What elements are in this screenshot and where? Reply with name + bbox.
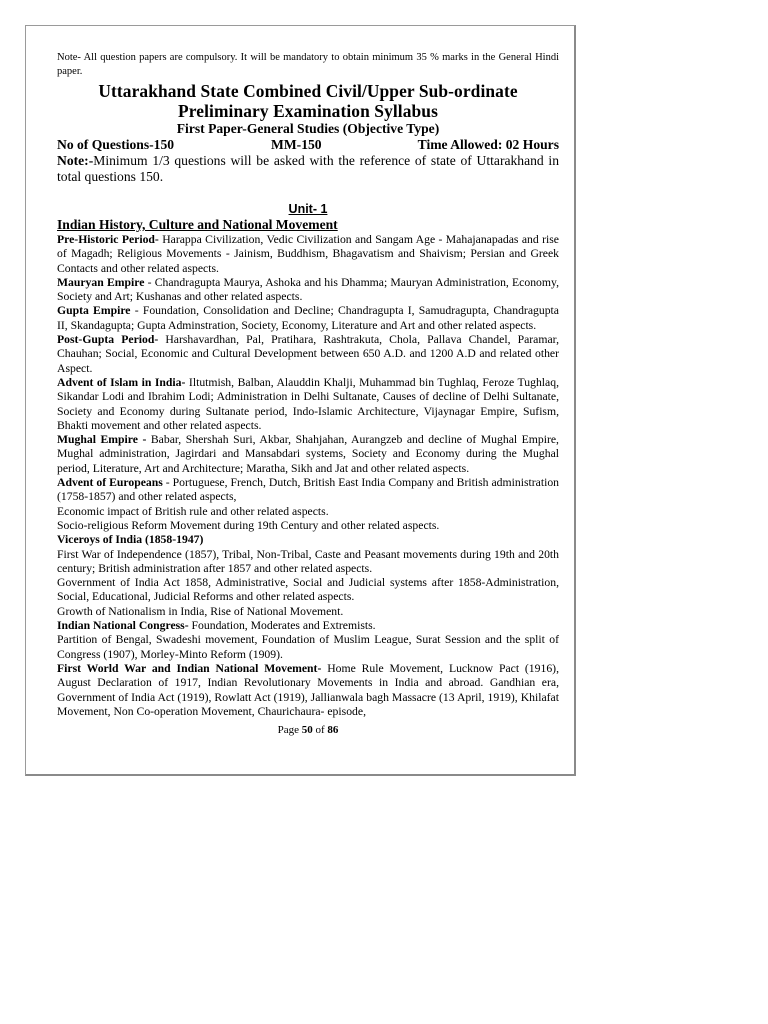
paragraph-heading: Gupta Empire — [57, 304, 131, 318]
time-allowed: Time Allowed: 02 Hours — [417, 137, 559, 152]
paragraph-heading: Mauryan Empire — [57, 275, 145, 289]
unit-heading: Unit- 1 — [288, 202, 328, 216]
paragraph-heading: Pre-Historic Period- — [57, 233, 159, 246]
paragraph — [57, 533, 559, 547]
section-title: Indian History, Culture and National Movement — [57, 217, 338, 232]
paragraph-text: Partition of Bengal, Swadeshi movement, Foundation of Muslim League, Surat Session and the split of Congress (1907), Morley-Minto Reform (1909). — [57, 633, 559, 661]
paragraph — [57, 662, 559, 719]
paragraph-text: Babar, Shershah Suri, Akbar, Shahjahan, Aurangzeb and decline of Mughal Empire, Mughal administration, Jagirdari and Mansabdari systems, Society and Economy during the Mughal period, Literature, Art and Architecture; Maratha, Sikh and Jat and other related aspects. — [57, 433, 559, 475]
page-of: of — [315, 724, 325, 737]
document-content — [57, 51, 559, 737]
paper-subtitle: First Paper-General Studies (Objective Type) — [176, 121, 440, 136]
top-note: Note- All question papers are compulsory. It will be mandatory to obtain minimum 35 % marks in the General Hindi paper. — [57, 52, 559, 77]
page-current: 50 — [301, 724, 313, 737]
title-line-2: Preliminary Examination Syllabus — [178, 101, 438, 121]
paragraph-heading: Viceroys of India (1858-1947) — [57, 533, 204, 547]
paragraph-text: Socio-religious Reform Movement during 19th Century and other related aspects. — [57, 518, 440, 532]
paragraph — [57, 505, 559, 519]
paragraph-heading: Mughal Empire - — [57, 433, 147, 447]
paragraph — [57, 548, 559, 577]
paragraph-text: Home Rule Movement, Lucknow Pact (1916), August Declaration of 1917, Indian Revolutionary Movements in India and abroad. Gandhian era, Government of India Act (1919), Rowlatt Act (1919), Jallianwala bagh Massacre (13 April, 1919), Khilafat Movement, Non Co-operation Movement, Chaurichaura- episode, — [57, 661, 559, 718]
paragraph — [57, 333, 559, 376]
paragraph-text: - Portuguese, French, Dutch, British East India Company and British administration (1758-1857) and other related aspects, — [57, 476, 560, 504]
page-number — [57, 723, 559, 737]
page-total: 86 — [327, 724, 339, 737]
paragraph-text: Foundation, Moderates and Extremists. — [188, 619, 376, 633]
paragraph-text: Growth of Nationalism in India, Rise of National Movement. — [57, 604, 344, 618]
paragraph — [57, 519, 559, 533]
max-marks: MM-150 — [271, 137, 322, 152]
reference-note — [57, 153, 559, 185]
page-label: Page — [277, 724, 299, 737]
paragraph-text: - Chandragupta Maurya, Ashoka and his Dhamma; Mauryan Administration, Economy, Society and Art; Kushanas and other related aspects. — [57, 275, 559, 304]
paragraph — [57, 304, 559, 333]
paragraph-text: - Foundation, Consolidation and Decline; Chandragupta I, Samudragupta, Chandragupta II, Skandagupta; Gupta Adminstration, Society, Economy, Literature and Art and other related aspects. — [57, 304, 559, 332]
title-line-1: Uttarakhand State Combined Civil/Upper Sub-ordinate — [98, 81, 518, 101]
paragraph-text: Iltutmish, Balban, Alauddin Khalji, Muhammad bin Tughlaq, Feroze Tughlaq, Sikandar Lodi and Ibrahim Lodi; Administration in Delhi Sultanate, Causes of decline of Delhi Sultanate, Society and Economy during Sultanate period, Indo-Islamic Architecture, Vijaynagar Empire, Sufism, Bhakti movement and other related aspects. — [57, 375, 559, 432]
paragraph-heading: Post-Gupta Period- — [57, 333, 159, 347]
paragraph-text: Economic impact of British rule and other related aspects. — [57, 504, 329, 518]
paragraph — [57, 433, 559, 476]
paragraph-text: Harappa Civilization, Vedic Civilization and Sangam Age - Mahajanapadas and rise of Magadh; Religious Movements - Jainism, Buddhism, Bhagavatism and Shaivism; Persian and Greek Contacts and other related aspects. — [57, 233, 559, 275]
paragraph — [57, 605, 559, 619]
paragraph-heading: Advent of Europeans — [57, 476, 163, 490]
paragraph-text: Harshavardhan, Pal, Pratihara, Rashtrakuta, Chola, Pallava Chandel, Paramar, Chauhan; Social, Economic and Cultural Development between 650 A.D. and 1200 A.D and related other Aspect. — [57, 333, 559, 375]
reference-note-text: Minimum 1/3 questions will be asked with the reference of state of Uttarakhand in total questions 150. — [57, 153, 559, 184]
paragraph — [57, 376, 559, 433]
reference-note-label: Note:- — [57, 153, 94, 168]
paragraph — [57, 576, 559, 605]
paragraph-text: Government of India Act 1858, Administrative, Social and Judicial systems after 1858-Administration, Social, Educational, Judicial Reforms and other related aspects. — [57, 576, 559, 604]
paragraph — [57, 633, 559, 662]
exam-info-line — [57, 137, 559, 153]
paragraph — [57, 276, 559, 305]
paragraph-heading: First World War and Indian National Movement- — [57, 661, 322, 675]
questions-count: No of Questions-150 — [57, 137, 175, 152]
paragraph-heading: Indian National Congress- — [57, 619, 189, 633]
paragraph-heading: Advent of Islam in India- — [57, 375, 186, 389]
paragraph — [57, 619, 559, 633]
paragraph-text: First War of Independence (1857), Tribal, Non-Tribal, Caste and Peasant movements during 19th and 20th century; British administration after 1857 and other related aspects. — [57, 547, 559, 575]
paragraph — [57, 233, 559, 276]
paragraph — [57, 476, 559, 505]
